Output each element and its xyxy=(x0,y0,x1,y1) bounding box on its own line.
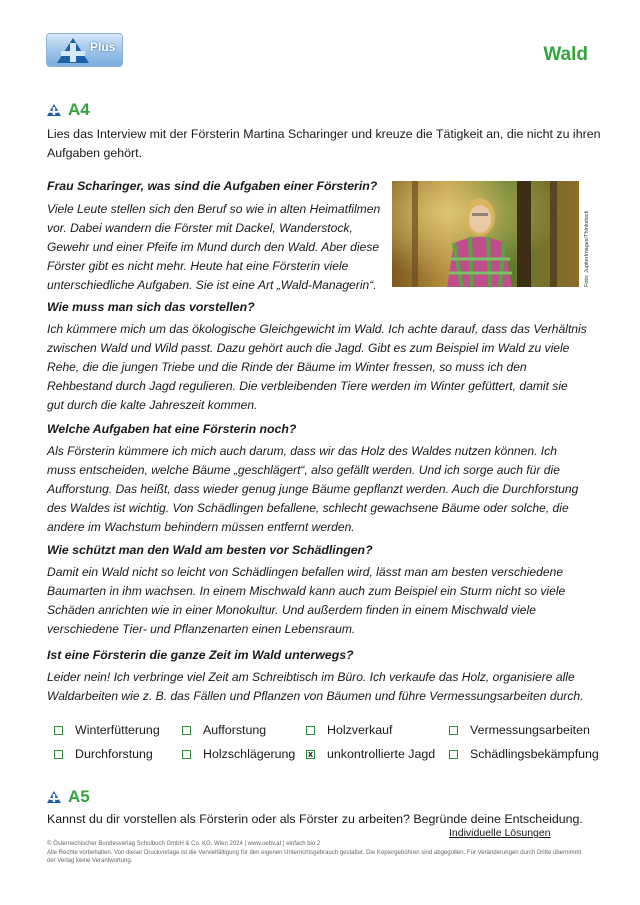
option-label: Vermessungsarbeiten xyxy=(470,723,590,737)
interview-question: Wie schützt man den Wald am besten vor Schädlingen? xyxy=(47,543,373,557)
page-topic: Wald xyxy=(543,44,588,65)
option-label: Aufforstung xyxy=(203,723,267,737)
task-a5-label: A5 xyxy=(68,787,90,806)
task-a5-question: Kannst du dir vorstellen als Försterin oder als Förster zu arbeiten? Begründe deine Entscheidung. xyxy=(47,812,583,826)
triangle-logo-icon xyxy=(56,37,90,64)
option-label: Durchforstung xyxy=(75,747,153,761)
option-vermessungsarbeiten[interactable] xyxy=(449,723,590,737)
option-label: Winterfütterung xyxy=(75,723,160,737)
option-winterfuetterung[interactable] xyxy=(54,723,160,737)
option-label: Holzschlägerung xyxy=(203,747,296,761)
interview-answer: Ich kümmere mich um das ökologische Gleichgewicht im Wald. Ich achte darauf, dass das Verhältnis zwischen Wald und Wild passt. Dazu gehört auch die Jagd. Gibt es zum Beispiel im Wald zu viele Rehe, die die jungen Triebe und die Rinde der Bäume im Winter fressen, so muss ich den Rehbestand durch Jagd regulieren. Die verbleibenden Tiere werden im Winter gefüttert, damit sie gut durch die kalte Jahreszeit kommen. xyxy=(47,322,587,412)
forester-photo xyxy=(392,181,579,287)
task-a4-label: A4 xyxy=(68,100,90,119)
task-a4-instruction: Lies das Interview mit der Försterin Martina Scharinger und kreuze die Tätigkeit an, die nicht zu ihren Aufgaben gehört. xyxy=(47,127,601,160)
interview-question: Wie muss man sich das vorstellen? xyxy=(47,300,255,314)
footer xyxy=(47,840,587,866)
interview-answer: Damit ein Wald nicht so leicht von Schädlingen befallen wird, lässt man am besten verschiedene Baumarten in ihm wachsen. In einem Mischwald kann auch zum Beispiel ein Sturm nicht so viele Schäden anrichten wie in einer Monokultur. Und außerdem finden in einem Mischwald viele verschiedene Tier- und Pflanzenarten einen Lebensraum. xyxy=(47,565,566,636)
solution-note: Individuelle Lösungen xyxy=(449,827,551,839)
option-label: Schädlingsbekämpfung xyxy=(470,747,599,761)
task-triangle-icon xyxy=(47,104,61,116)
checkbox[interactable] xyxy=(449,750,458,759)
task-triangle-icon xyxy=(47,791,61,803)
option-holzverkauf[interactable] xyxy=(306,723,392,737)
interview-question: Frau Scharinger, was sind die Aufgaben einer Försterin? xyxy=(47,179,378,193)
publisher-logo xyxy=(46,33,123,67)
interview-answer: Leider nein! Ich verbringe viel Zeit am Schreibtisch im Büro. Ich verkaufe das Holz, organisiere alle Waldarbeiten wie z. B. das Fällen und Pflanzen von Bäumen und führe Vermessungsarbeiten durch. xyxy=(47,670,584,703)
interview-question: Welche Aufgaben hat eine Försterin noch? xyxy=(47,422,297,436)
interview-answer: Als Försterin kümmere ich mich auch darum, dass wir das Holz des Waldes nutzen können. Ich muss entscheiden, welche Bäume „geschlägert“, also gefällt werden. Und ich sorge auch für die Aufforstung. Das heißt, dass wieder genug junge Bäume gepflanzt werden. Auch die Durchforstung des Waldes ist wichtig. Von Schädlingen befallene, schlecht gewachsene Bäume oder solche, die andere im Wachstum behindern müssen entfernt werden. xyxy=(47,444,579,534)
option-unkontrollierte-jagd[interactable] xyxy=(306,747,435,761)
checkbox-checked[interactable]: x xyxy=(307,748,313,759)
task-a5-heading xyxy=(47,787,90,807)
task-a4-heading xyxy=(47,100,90,120)
interview-question: Ist eine Försterin die ganze Zeit im Wald unterwegs? xyxy=(47,648,354,662)
checkbox[interactable] xyxy=(182,726,191,735)
option-label: unkontrollierte Jagd xyxy=(327,747,436,761)
option-label: Holzverkauf xyxy=(327,723,393,737)
checkbox[interactable] xyxy=(54,750,63,759)
checkbox[interactable] xyxy=(306,726,315,735)
footer-rights: Alle Rechte vorbehalten. Von dieser Druckvorlage ist die Vervielfältigung für den eigenen Unterrichtsgebrauch gestattet. Die Kopiergebühren sind abgegolten. Für Veränderungen durch Dritte übernimmt der Verlag keine Verantwortung. xyxy=(47,849,582,864)
option-aufforstung[interactable] xyxy=(182,723,266,737)
footer-copyright: © Österreichischer Bundesverlag Schulbuch GmbH & Co. KG, Wien 2024 | www.oebv.at | einfach bio 2 xyxy=(47,841,321,847)
option-holzschlaegerung[interactable] xyxy=(182,747,295,761)
interview-answer: Viele Leute stellen sich den Beruf so wie in alten Heimatfilmen vor. Dabei wandern die Förster mit Dackel, Wanderstock, Gewehr und einer Pfeife im Mund durch den Wald. Aber diese Förster gibt es nicht mehr. Heute hat eine Försterin viele unterschiedliche Aufgaben. Sie ist eine Art „Wald-Managerin“. xyxy=(47,202,381,292)
logo-text: Plus xyxy=(90,40,116,54)
option-durchforstung[interactable] xyxy=(54,747,153,761)
option-schaedlingsbekaempfung[interactable] xyxy=(449,747,599,761)
checkbox[interactable] xyxy=(54,726,63,735)
checkbox[interactable] xyxy=(182,750,191,759)
checkbox[interactable] xyxy=(449,726,458,735)
